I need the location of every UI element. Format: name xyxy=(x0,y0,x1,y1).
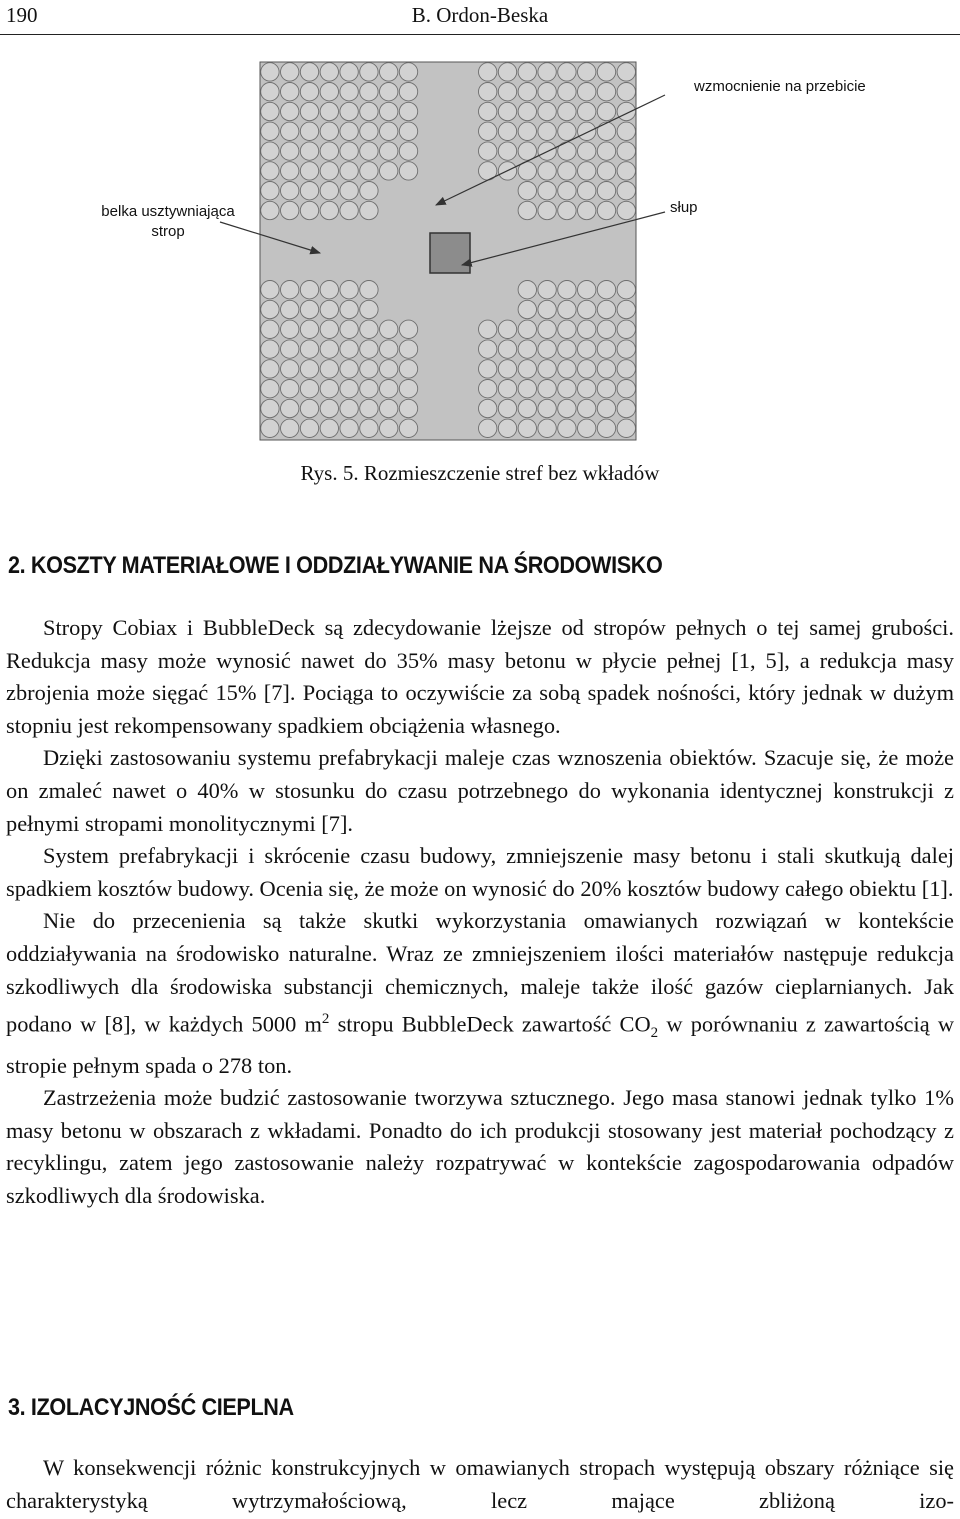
bubble-void xyxy=(281,380,299,398)
bubble-void xyxy=(380,142,398,160)
bubble-void xyxy=(320,162,338,180)
bubble-void xyxy=(281,162,299,180)
bubble-void xyxy=(300,162,318,180)
bubble-void xyxy=(340,419,358,437)
bubble-void xyxy=(360,281,378,299)
bubble-void xyxy=(300,201,318,219)
bubble-void xyxy=(281,300,299,318)
bubble-void xyxy=(518,63,536,81)
bubble-void xyxy=(617,102,635,120)
bubble-void xyxy=(360,142,378,160)
bubble-void xyxy=(498,142,516,160)
bubble-void xyxy=(320,142,338,160)
bubble-void xyxy=(538,182,556,200)
bubble-void xyxy=(617,63,635,81)
bubble-void xyxy=(578,419,596,437)
bubble-void xyxy=(360,201,378,219)
bubble-void xyxy=(558,380,576,398)
bubble-void xyxy=(380,122,398,140)
bubble-void xyxy=(558,162,576,180)
bubble-void xyxy=(558,340,576,358)
bubble-void xyxy=(360,122,378,140)
bubble-void xyxy=(538,340,556,358)
label-column: słup xyxy=(670,199,698,216)
bubble-void xyxy=(340,201,358,219)
figure-caption: Rys. 5. Rozmieszczenie stref bez wkładów xyxy=(300,461,660,485)
bubble-void xyxy=(479,360,497,378)
bubble-void xyxy=(261,182,279,200)
bubble-void xyxy=(558,360,576,378)
bubble-void xyxy=(538,399,556,417)
bubble-void xyxy=(261,63,279,81)
bubble-void xyxy=(281,83,299,101)
bubble-void xyxy=(261,340,279,358)
bubble-void xyxy=(558,300,576,318)
bubble-void xyxy=(281,63,299,81)
bubble-void xyxy=(261,300,279,318)
bubble-void xyxy=(578,300,596,318)
bubble-void xyxy=(340,162,358,180)
bubble-void xyxy=(320,281,338,299)
bubble-void xyxy=(300,142,318,160)
bubble-void xyxy=(360,83,378,101)
paragraph: System prefabrykacji i skrócenie czasu budowy, zmniejszenie masy betonu i stali skutkują dalej spadkiem kosztów budowy. Ocenia się, że może on wynosić do 20% kosztów budowy całego obiektu [1]. xyxy=(6,843,954,901)
bubble-void xyxy=(380,340,398,358)
bubble-void xyxy=(399,142,417,160)
bubble-void xyxy=(261,83,279,101)
bubble-void xyxy=(281,281,299,299)
page-header xyxy=(0,0,960,35)
bubble-void xyxy=(320,360,338,378)
bubble-void xyxy=(281,360,299,378)
bubble-void xyxy=(261,380,279,398)
bubble-void xyxy=(360,419,378,437)
label-beam-line2: strop xyxy=(151,223,185,240)
bubble-void xyxy=(399,419,417,437)
bubble-void xyxy=(360,320,378,338)
bubble-void xyxy=(281,399,299,417)
bubble-void xyxy=(340,340,358,358)
bubble-void xyxy=(479,142,497,160)
bubble-void xyxy=(380,102,398,120)
figure-slab-zones xyxy=(0,50,960,460)
bubble-void xyxy=(380,320,398,338)
bubble-void xyxy=(617,399,635,417)
bubble-void xyxy=(617,419,635,437)
bubble-void xyxy=(340,83,358,101)
bubble-void xyxy=(518,122,536,140)
slab-plan-drawing xyxy=(0,50,960,460)
bubble-void xyxy=(340,360,358,378)
bubble-void xyxy=(300,419,318,437)
bubble-void xyxy=(578,281,596,299)
bubble-void xyxy=(538,419,556,437)
bubble-void xyxy=(597,360,615,378)
bubble-void xyxy=(518,102,536,120)
bubble-void xyxy=(360,380,378,398)
bubble-void xyxy=(578,162,596,180)
bubble-void xyxy=(558,102,576,120)
bubble-void xyxy=(597,162,615,180)
bubble-void xyxy=(597,419,615,437)
subscript: 2 xyxy=(650,1025,659,1042)
bubble-void xyxy=(518,281,536,299)
paragraph-co2: Nie do przecenienia są także skutki wykorzystania omawianych rozwiązań w kontekście oddziaływania na środowisko naturalne. Wraz ze zmniejszeniem ilości materiałów następuje redukcja szkodliwych dla środowiska substancji chemicznych, maleje także ilość gazów cieplarnianych. Jak podano w [8], w każdych 5000 $m^2$ stropu BubbleDeck zawartość $CO_2$ w porównaniu z zawartością w stropie pełnym spada o 278 ton. xyxy=(6,908,954,1078)
bubble-void xyxy=(340,182,358,200)
bubble-void xyxy=(261,142,279,160)
bubble-void xyxy=(320,399,338,417)
bubble-void xyxy=(399,83,417,101)
paragraph: Stropy Cobiax i BubbleDeck są zdecydowanie lżejsze od stropów pełnych o tej samej grubości. Redukcja masy może wynosić nawet do 35% masy betonu w płycie pełnej [1, 5], a redukcja masy zbrojenia może sięgać 15% [7]. Pociąga to oczywiście za sobą spadek nośności, który jednak w dużym stopniu jest rekompensowany spadkiem obciążenia własnego. xyxy=(6,615,954,738)
bubble-void xyxy=(281,102,299,120)
bubble-void xyxy=(518,300,536,318)
bubble-void xyxy=(617,320,635,338)
bubble-void xyxy=(320,102,338,120)
bubble-void xyxy=(340,380,358,398)
bubble-void xyxy=(399,340,417,358)
bubble-void xyxy=(578,63,596,81)
bubble-void xyxy=(261,201,279,219)
bubble-void xyxy=(479,63,497,81)
superscript: 2 xyxy=(321,1011,330,1028)
bubble-void xyxy=(340,281,358,299)
paragraph: W konsekwencji różnic konstrukcyjnych w omawianych stropach występują obszary różniące się charakterystyką wytrzymałościową, lecz mające zbliżoną izo- xyxy=(6,1455,954,1513)
bubble-void xyxy=(498,419,516,437)
column-square xyxy=(430,233,470,273)
bubble-void xyxy=(261,399,279,417)
bubble-void xyxy=(320,300,338,318)
bubble-void xyxy=(597,340,615,358)
bubble-void xyxy=(498,102,516,120)
bubble-void xyxy=(320,380,338,398)
bubble-void xyxy=(578,340,596,358)
bubble-void xyxy=(617,142,635,160)
bubble-void xyxy=(479,83,497,101)
bubble-void xyxy=(578,380,596,398)
bubble-void xyxy=(578,399,596,417)
bubble-void xyxy=(479,122,497,140)
bubble-void xyxy=(281,419,299,437)
bubble-void xyxy=(360,360,378,378)
bubble-void xyxy=(300,122,318,140)
bubble-void xyxy=(320,320,338,338)
bubble-void xyxy=(498,320,516,338)
bubble-void xyxy=(558,182,576,200)
bubble-void xyxy=(281,182,299,200)
bubble-void xyxy=(281,122,299,140)
bubble-void xyxy=(399,63,417,81)
bubble-void xyxy=(578,201,596,219)
bubble-void xyxy=(300,340,318,358)
bubble-void xyxy=(617,122,635,140)
bubble-void xyxy=(360,300,378,318)
bubble-void xyxy=(538,380,556,398)
bubble-void xyxy=(340,300,358,318)
label-beam-line1: belka usztywniająca xyxy=(101,203,235,220)
bubble-void xyxy=(518,83,536,101)
bubble-void xyxy=(578,320,596,338)
bubble-void xyxy=(380,419,398,437)
bubble-void xyxy=(340,399,358,417)
bubble-void xyxy=(261,102,279,120)
bubble-void xyxy=(380,83,398,101)
bubble-void xyxy=(597,63,615,81)
bubble-void xyxy=(617,182,635,200)
bubble-void xyxy=(300,399,318,417)
bubble-void xyxy=(617,201,635,219)
bubble-void xyxy=(380,399,398,417)
bubble-void xyxy=(558,281,576,299)
bubble-void xyxy=(558,399,576,417)
bubble-void xyxy=(617,300,635,318)
bubble-void xyxy=(340,63,358,81)
bubble-void xyxy=(538,300,556,318)
bubble-void xyxy=(518,360,536,378)
bubble-void xyxy=(597,380,615,398)
bubble-void xyxy=(320,419,338,437)
bubble-void xyxy=(380,380,398,398)
bubble-void xyxy=(300,281,318,299)
bubble-void xyxy=(518,399,536,417)
bubble-void xyxy=(617,281,635,299)
bubble-void xyxy=(597,201,615,219)
bubble-void xyxy=(597,102,615,120)
bubble-void xyxy=(498,399,516,417)
bubble-void xyxy=(538,360,556,378)
bubble-void xyxy=(498,360,516,378)
bubble-void xyxy=(578,360,596,378)
bubble-void xyxy=(261,122,279,140)
bubble-void xyxy=(281,142,299,160)
bubble-void xyxy=(558,83,576,101)
bubble-void xyxy=(399,360,417,378)
bubble-void xyxy=(320,182,338,200)
bubble-void xyxy=(538,162,556,180)
section-3-body xyxy=(6,1452,954,1517)
bubble-void xyxy=(498,83,516,101)
bubble-void xyxy=(300,360,318,378)
bubble-void xyxy=(360,340,378,358)
bubble-void xyxy=(617,380,635,398)
bubble-void xyxy=(300,102,318,120)
bubble-void xyxy=(518,419,536,437)
label-beam xyxy=(92,202,244,242)
bubble-void xyxy=(617,360,635,378)
bubble-void xyxy=(320,201,338,219)
bubble-void xyxy=(578,182,596,200)
bubble-void xyxy=(479,320,497,338)
bubble-void xyxy=(479,380,497,398)
bubble-void xyxy=(558,201,576,219)
bubble-void xyxy=(578,142,596,160)
bubble-void xyxy=(300,380,318,398)
bubble-void xyxy=(597,320,615,338)
bubble-void xyxy=(340,122,358,140)
bubble-void xyxy=(399,122,417,140)
bubble-void xyxy=(578,122,596,140)
bubble-void xyxy=(578,102,596,120)
paragraph: Zastrzeżenia może budzić zastosowanie tworzywa sztucznego. Jego masa stanowi jednak tylko 1% masy betonu w obszarach z wkładami. Ponadto do ich produkcji stosowany jest materiał pochodzący z recyklingu, zatem jego zastosowanie należy rozpatrywać w kontekście zagospodarowania odpadów szkodliwych dla środowiska. xyxy=(6,1085,954,1209)
bubble-void xyxy=(597,281,615,299)
section-2-heading: 2. KOSZTY MATERIAŁOWE I ODDZIAŁYWANIE NA ŚRODOWISKO xyxy=(8,552,663,579)
page-number: 190 xyxy=(6,3,38,27)
bubble-void xyxy=(261,419,279,437)
bubble-void xyxy=(300,300,318,318)
bubble-void xyxy=(300,63,318,81)
bubble-void xyxy=(498,380,516,398)
bubble-void xyxy=(479,399,497,417)
bubble-void xyxy=(479,102,497,120)
bubble-void xyxy=(360,63,378,81)
bubble-void xyxy=(479,340,497,358)
bubble-void xyxy=(340,320,358,338)
bubble-void xyxy=(360,399,378,417)
bubble-void xyxy=(578,83,596,101)
bubble-void xyxy=(597,83,615,101)
bubble-void xyxy=(538,83,556,101)
bubble-void xyxy=(261,281,279,299)
bubble-void xyxy=(399,102,417,120)
bubble-void xyxy=(380,360,398,378)
bubble-void xyxy=(617,83,635,101)
paragraph: Dzięki zastosowaniu systemu prefabrykacji maleje czas wznoszenia obiektów. Szacuje się, że może on zmaleć nawet o 40% w stosunku do czasu potrzebnego do wykonania identycznej konstrukcji z pełnymi stropami monolitycznymi [7]. xyxy=(6,745,954,836)
bubble-void xyxy=(558,419,576,437)
bubble-void xyxy=(597,399,615,417)
bubble-void xyxy=(360,102,378,120)
bubble-void xyxy=(399,399,417,417)
bubble-void xyxy=(597,142,615,160)
bubble-void xyxy=(281,340,299,358)
bubble-void xyxy=(340,102,358,120)
bubble-void xyxy=(360,182,378,200)
bubble-void xyxy=(399,380,417,398)
bubble-void xyxy=(320,340,338,358)
bubble-void xyxy=(518,380,536,398)
bubble-void xyxy=(380,162,398,180)
bubble-void xyxy=(498,122,516,140)
bubble-void xyxy=(538,102,556,120)
section-3-heading: 3. IZOLACYJNOŚĆ CIEPLNA xyxy=(8,1394,294,1421)
bubble-void xyxy=(597,122,615,140)
bubble-void xyxy=(597,182,615,200)
bubble-void xyxy=(558,122,576,140)
bubble-void xyxy=(538,281,556,299)
bubble-void xyxy=(320,63,338,81)
bubble-void xyxy=(300,320,318,338)
bubble-void xyxy=(261,360,279,378)
bubble-void xyxy=(300,83,318,101)
bubble-void xyxy=(617,162,635,180)
bubble-void xyxy=(597,300,615,318)
bubble-void xyxy=(538,63,556,81)
bubble-void xyxy=(518,182,536,200)
bubble-void xyxy=(399,320,417,338)
bubble-void xyxy=(380,63,398,81)
bubble-void xyxy=(518,201,536,219)
bubble-void xyxy=(281,201,299,219)
bubble-void xyxy=(300,182,318,200)
bubble-void xyxy=(558,63,576,81)
label-punching: wzmocnienie na przebicie xyxy=(694,78,866,95)
bubble-void xyxy=(538,320,556,338)
bubble-void xyxy=(320,83,338,101)
section-2-body xyxy=(6,612,954,1213)
bubble-void xyxy=(498,340,516,358)
running-title: B. Ordon-Beska xyxy=(411,3,549,27)
bubble-void xyxy=(479,419,497,437)
bubble-void xyxy=(261,320,279,338)
bubble-void xyxy=(320,122,338,140)
bubble-void xyxy=(281,320,299,338)
bubble-void xyxy=(340,142,358,160)
bubble-void xyxy=(538,122,556,140)
bubble-void xyxy=(617,340,635,358)
bubble-void xyxy=(518,340,536,358)
bubble-void xyxy=(399,162,417,180)
bubble-void xyxy=(360,162,378,180)
bubble-void xyxy=(261,162,279,180)
bubble-void xyxy=(518,320,536,338)
bubble-void xyxy=(498,63,516,81)
bubble-void xyxy=(538,201,556,219)
bubble-void xyxy=(558,320,576,338)
